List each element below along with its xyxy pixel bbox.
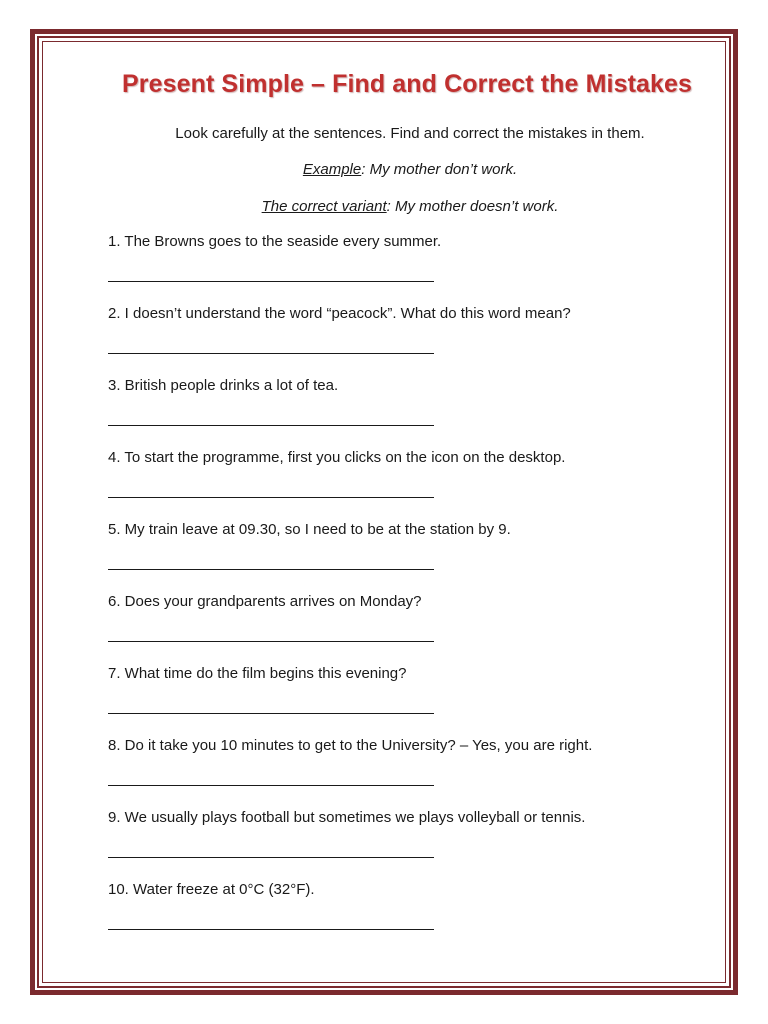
- correct-variant-label: The correct variant: [261, 198, 387, 215]
- instructions: Look carefully at the sentences. Find and correct the mistakes in them.: [175, 125, 645, 142]
- sentence: 7. What time do the film begins this evening?: [108, 665, 407, 682]
- answer-line[interactable]: [108, 569, 434, 570]
- sentence: 8. Do it take you 10 minutes to get to the University? – Yes, you are right.: [108, 737, 593, 754]
- answer-line[interactable]: [108, 353, 434, 354]
- sentence: 9. We usually plays football but sometimes we plays volleyball or tennis.: [108, 809, 586, 826]
- exercise-item: [108, 521, 708, 593]
- answer-line[interactable]: [108, 425, 434, 426]
- exercise-item: [108, 881, 708, 953]
- sentence: 10. Water freeze at 0°C (32°F).: [108, 881, 315, 898]
- sentence: 1. The Browns goes to the seaside every summer.: [108, 233, 442, 250]
- answer-line[interactable]: [108, 497, 434, 498]
- exercise-item: [108, 665, 708, 737]
- exercise-item: [108, 377, 708, 449]
- answer-line[interactable]: [108, 641, 434, 642]
- exercise-item: [108, 233, 708, 305]
- example-line: [0, 161, 768, 178]
- sentence: 2. I doesn’t understand the word “peacock”. What do this word mean?: [108, 305, 571, 322]
- exercise-list: [108, 233, 708, 953]
- sentence: 4. To start the programme, first you clicks on the icon on the desktop.: [108, 449, 566, 466]
- exercise-item: [108, 737, 708, 809]
- correct-variant-line: [0, 198, 768, 215]
- exercise-item: [108, 449, 708, 521]
- answer-line[interactable]: [108, 713, 434, 714]
- answer-line[interactable]: [108, 929, 434, 930]
- sentence: 5. My train leave at 09.30, so I need to be at the station by 9.: [108, 521, 511, 538]
- sentence: 6. Does your grandparents arrives on Monday?: [108, 593, 422, 610]
- correct-variant-text: : My mother doesn’t work.: [386, 198, 559, 215]
- worksheet-title: Present Simple – Find and Correct the Mistakes: [121, 70, 693, 98]
- answer-line[interactable]: [108, 281, 434, 282]
- sentence: 3. British people drinks a lot of tea.: [108, 377, 339, 394]
- example-text: : My mother don’t work.: [361, 161, 518, 178]
- exercise-item: [108, 593, 708, 665]
- exercise-item: [108, 305, 708, 377]
- example-label: Example: [302, 161, 362, 178]
- answer-line[interactable]: [108, 857, 434, 858]
- answer-line[interactable]: [108, 785, 434, 786]
- exercise-item: [108, 809, 708, 881]
